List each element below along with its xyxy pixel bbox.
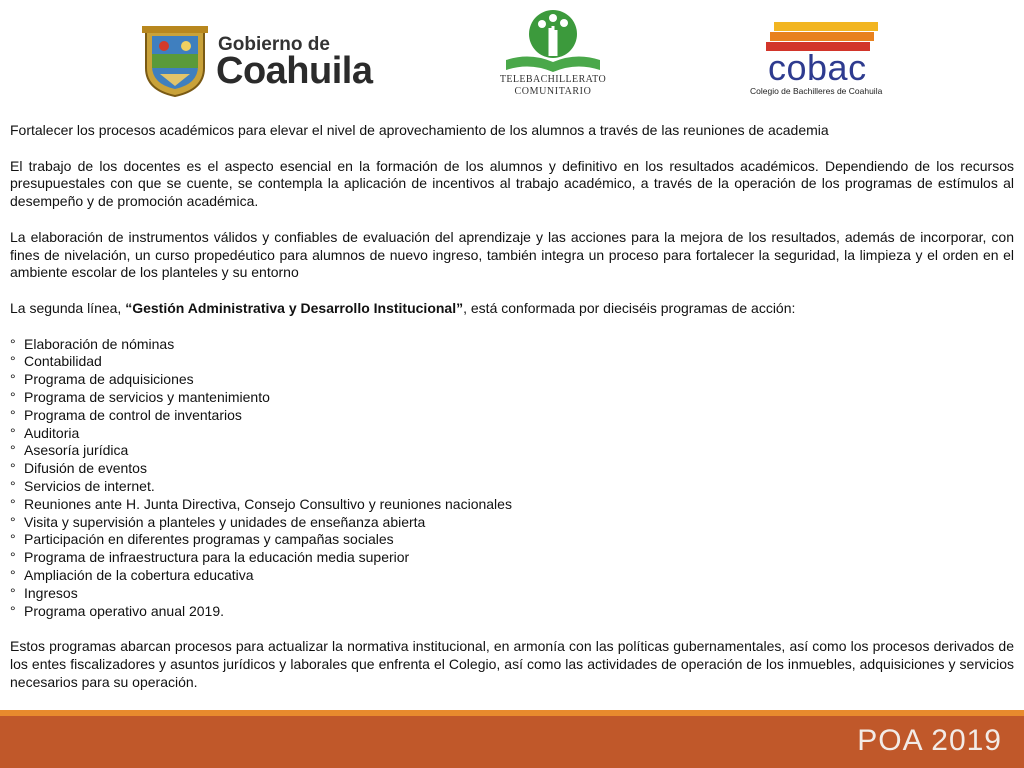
gobierno-de-text: Gobierno de [218, 34, 330, 55]
list-item: ° Programa de adquisiciones [10, 371, 1014, 389]
list-item: ° Asesoría jurídica [10, 442, 1014, 460]
list-item: ° Programa operativo anual 2019. [10, 603, 1014, 621]
list-item: ° Programa de control de inventarios [10, 407, 1014, 425]
cobac-subtitle: Colegio de Bachilleres de Coahuila [750, 86, 883, 96]
list-item: ° Ampliación de la cobertura educativa [10, 567, 1014, 585]
list-item: ° Ingresos [10, 585, 1014, 603]
paragraph-instrumentos: La elaboración de instrumentos válidos y confiables de evaluación del aprendizaje y las acciones para la mejora de los resultados, además de incorporar, con fines de nivelación, un curso propedéutico para alumnos de nuevo ingreso, también integra un proceso para fortalecer la seguridad, la limpieza y el orden en el ambiente escolar de los planteles y su entorno [10, 228, 1014, 281]
list-item: ° Servicios de internet. [10, 478, 1014, 496]
list-item: ° Elaboración de nóminas [10, 336, 1014, 354]
list-item: ° Participación en diferentes programas y campañas sociales [10, 531, 1014, 549]
paragraph-conclusion: Estos programas abarcan procesos para actualizar la normativa institucional, en armonía con las políticas gubernamentales, así como los procesos derivados de los entes fiscalizadores y asuntos jurídicos y laborales que enfrenta el Colegio, así como las actividades de operación de los inmuebles, adquisiciones y servicios necesarios para su operación. [10, 638, 1014, 690]
footer-title: POA 2019 [857, 724, 1002, 757]
segunda-linea-title: “Gestión Administrativa y Desarrollo Institucional” [125, 299, 464, 316]
paragraph-academia: Fortalecer los procesos académicos para elevar el nivel de aprovechamiento de los alumnos a través de las reuniones de academia [10, 122, 829, 138]
coahuila-text: Coahuila [216, 50, 373, 92]
segunda-linea-rest: , está conformada por dieciséis programas de acción: [463, 299, 796, 316]
slide-body [10, 122, 1014, 709]
list-item: ° Auditoria [10, 425, 1014, 443]
list-item: ° Visita y supervisión a planteles y unidades de enseñanza abierta [10, 514, 1014, 532]
footer-bar [0, 716, 1024, 768]
coahuila-shield-icon [140, 24, 210, 98]
telebachillerato-logo [492, 8, 614, 100]
gobierno-coahuila-logo [140, 22, 380, 100]
list-item: ° Programa de servicios y mantenimiento [10, 389, 1014, 407]
segunda-linea-intro: La segunda línea, [10, 299, 126, 316]
list-item: ° Reuniones ante H. Junta Directiva, Consejo Consultivo y reuniones nacionales [10, 496, 1014, 514]
list-item: ° Programa de infraestructura para la educación media superior [10, 549, 1014, 567]
header-logos [0, 0, 1024, 110]
list-item: ° Contabilidad [10, 353, 1014, 371]
list-item: ° Difusión de eventos [10, 460, 1014, 478]
paragraph-segunda-linea [10, 300, 1014, 318]
cobac-logo [748, 18, 918, 100]
paragraph-docentes: El trabajo de los docentes es el aspecto esencial en la formación de los alumnos y definitivo en los resultados académicos. Dependiendo de los recursos presupuestales con que se cuente, se contempla la aplicación de incentivos al trabajo académico, a través de la operación de los programas de estímulos al desempeño y de promoción académica. [10, 157, 1014, 210]
tree-book-icon [492, 8, 614, 74]
comunitario-text: COMUNITARIO [514, 86, 592, 97]
cobac-text: cobac [768, 47, 867, 88]
programs-list [10, 336, 1014, 621]
telebachillerato-text: TELEBACHILLERATO [499, 74, 607, 85]
